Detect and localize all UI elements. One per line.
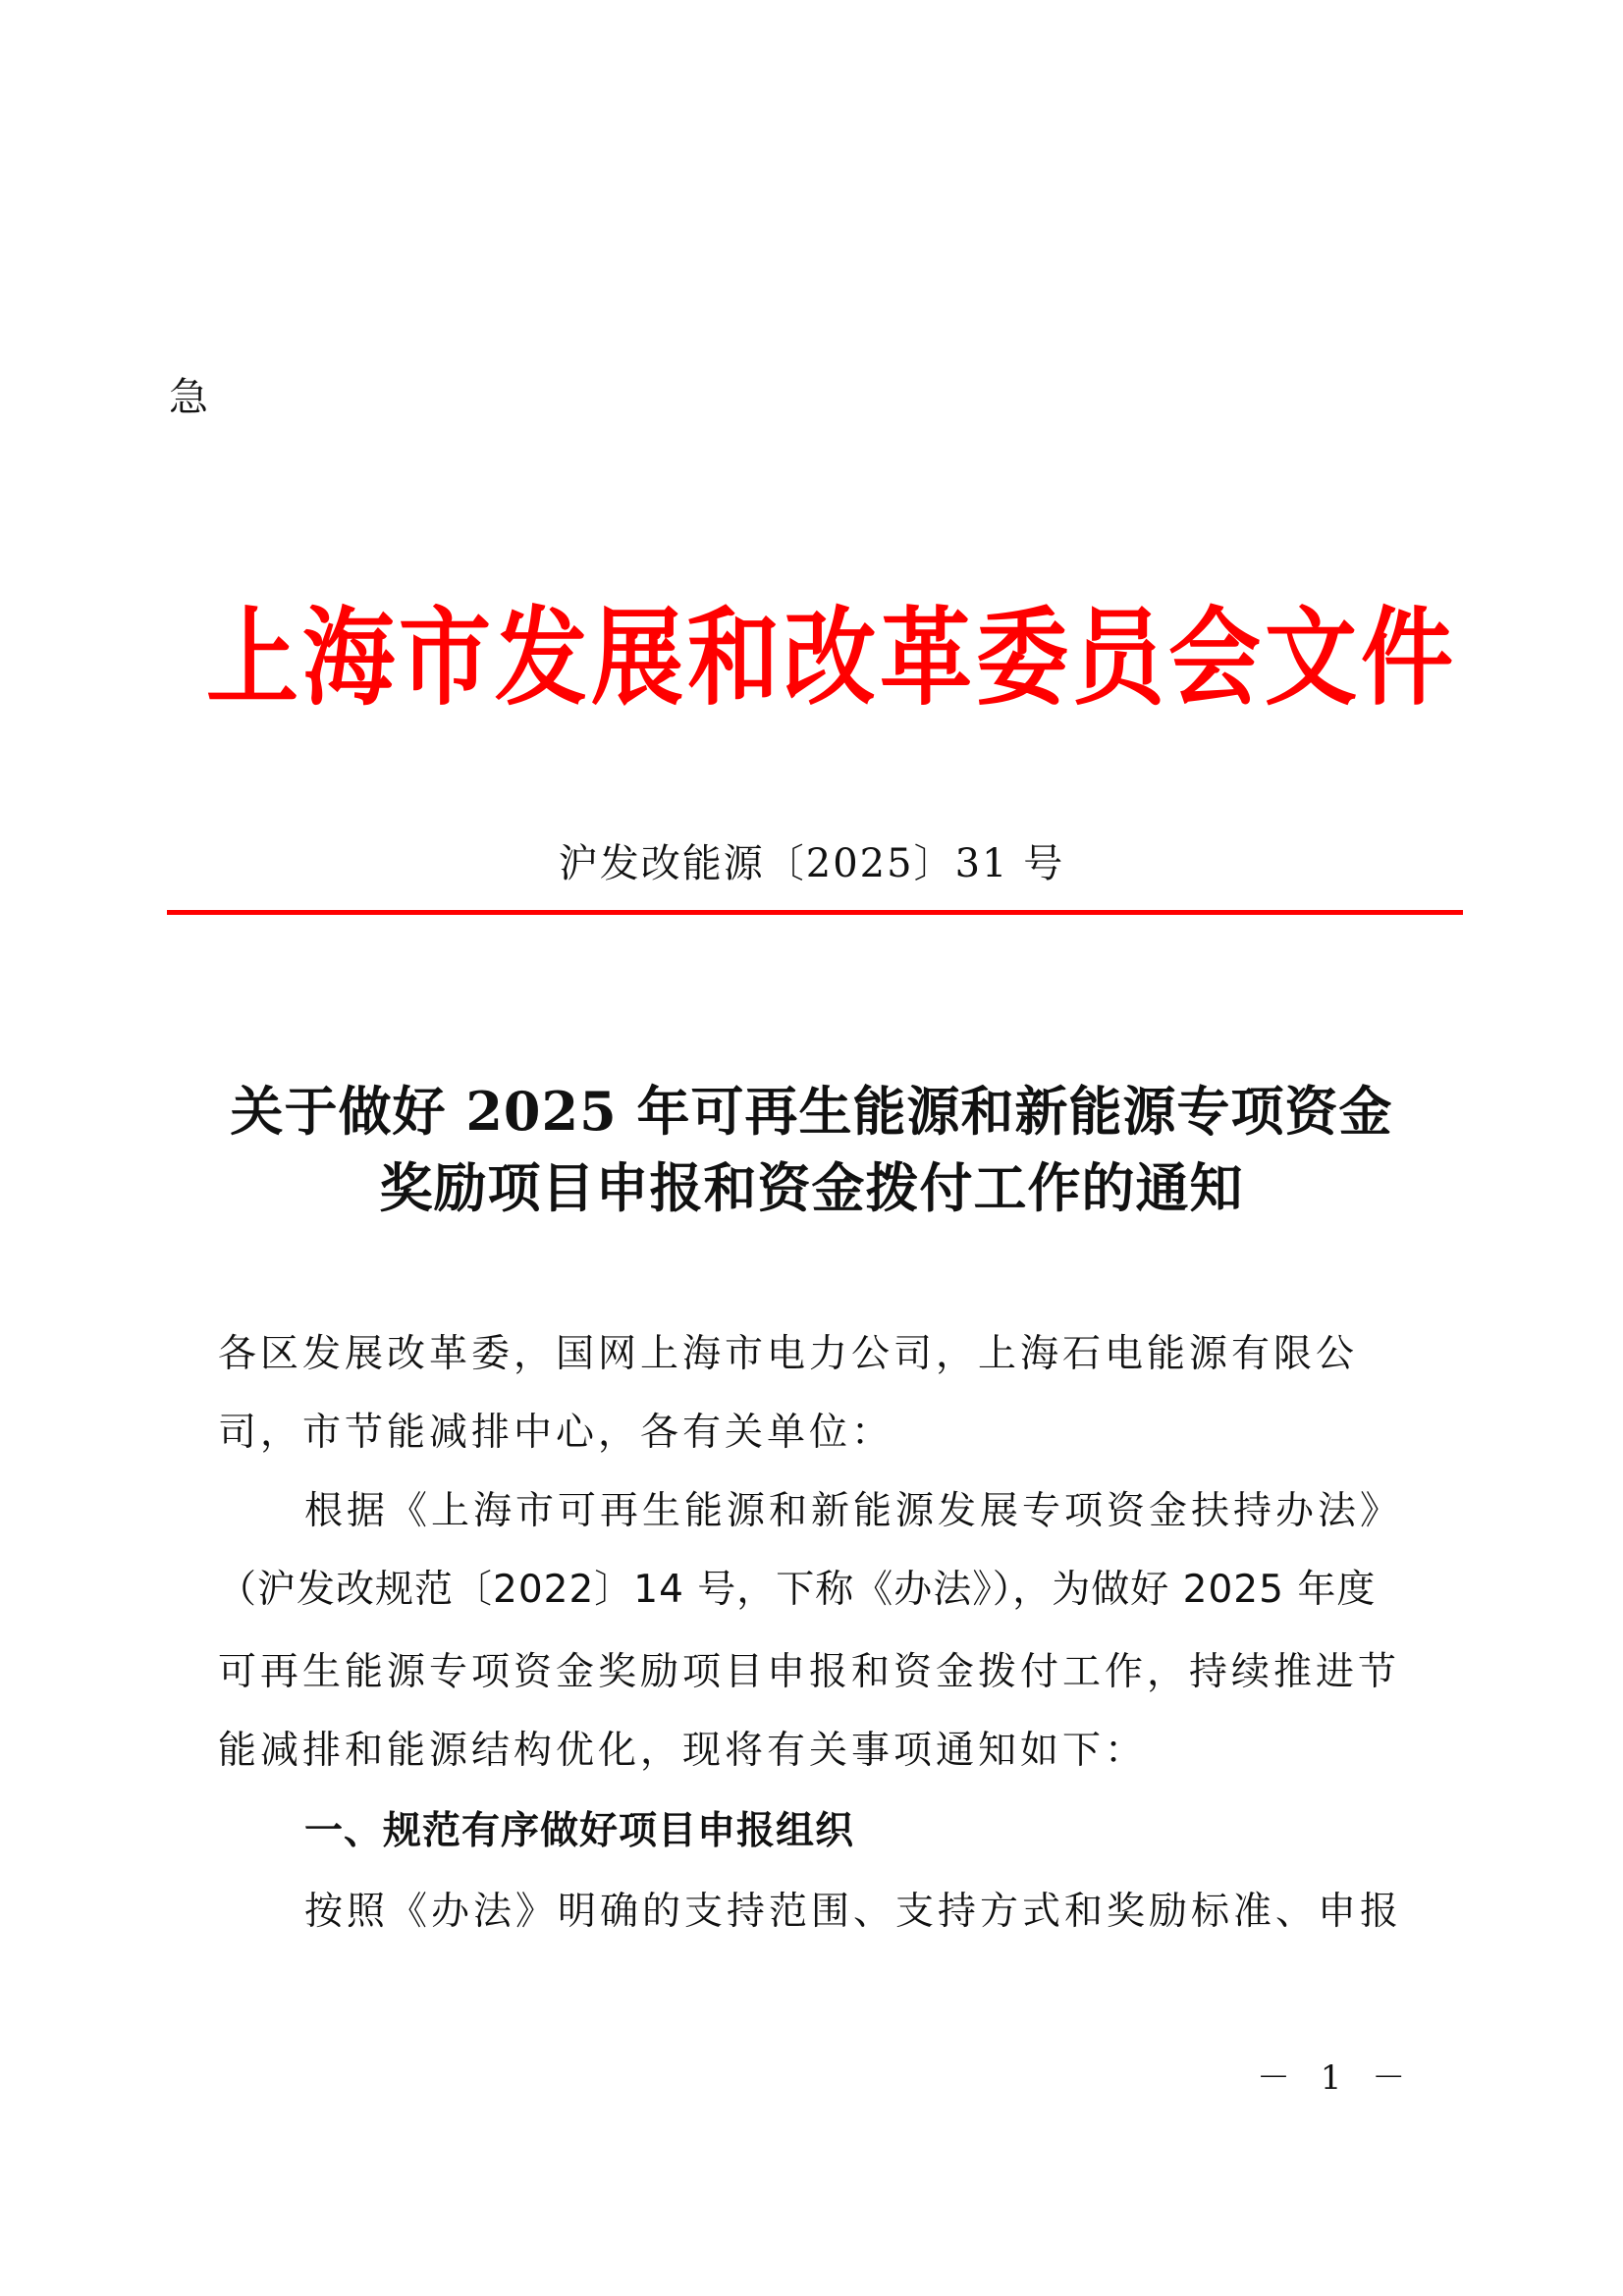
recipients-line-1: 各区发展改革委，国网上海市电力公司，上海石电能源有限公 (218, 1332, 1359, 1376)
intro-line-1: 根据《上海市可再生能源和新能源发展专项资金扶持办法》 (304, 1489, 1403, 1533)
intro-line-4: 能减排和能源结构优化，现将有关事项通知如下： (218, 1729, 1148, 1773)
section-1-heading: 一、规范有序做好项目申报组织 (304, 1809, 855, 1853)
intro-line-2: （沪发改规范〔2022〕14 号，下称《办法》），为做好 2025 年度 (218, 1568, 1377, 1612)
document-number: 沪发改能源〔2025〕31 号 (558, 841, 1065, 886)
section-1-line-1: 按照《办法》明确的支持范围、支持方式和奖励标准、申报 (304, 1890, 1403, 1934)
red-divider-rule (167, 910, 1463, 915)
document-title-line-2: 奖励项目申报和资金拨付工作的通知 (379, 1156, 1244, 1219)
issuer-header: 上海市发展和改革委员会文件 (206, 596, 1458, 721)
document-title-line-1: 关于做好 2025 年可再生能源和新能源专项资金 (230, 1080, 1393, 1143)
recipients-line-2: 司，市节能减排中心，各有关单位： (218, 1411, 894, 1455)
page-number: － 1 － (1257, 2058, 1416, 2098)
intro-line-3: 可再生能源专项资金奖励项目申报和资金拨付工作，持续推进节 (218, 1650, 1401, 1694)
urgency-mark: 急 (169, 375, 208, 420)
